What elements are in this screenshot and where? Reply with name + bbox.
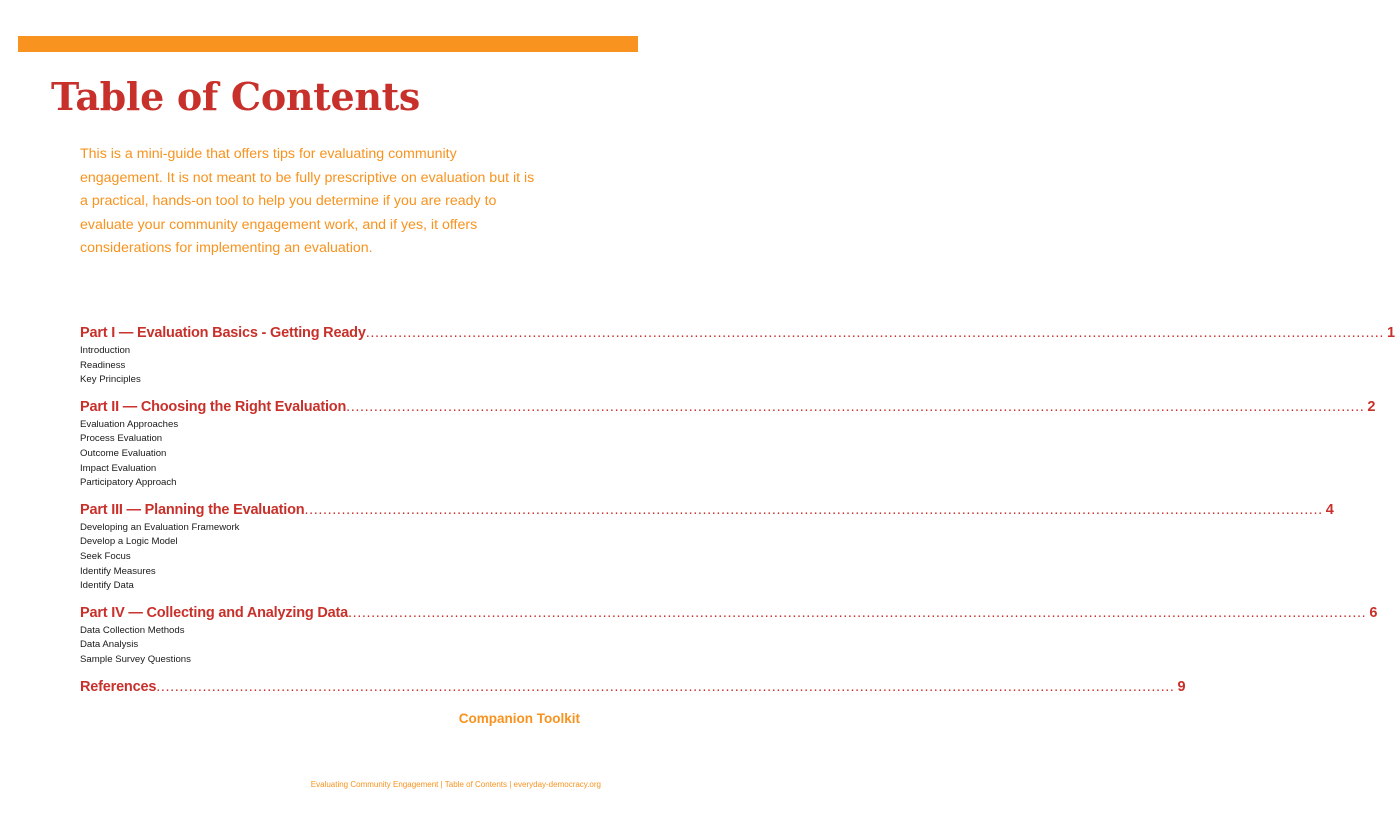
toc-section bbox=[80, 676, 1186, 698]
toc-leader-dots: ............................................................................................................................................................................................................................ bbox=[346, 398, 1365, 415]
toc-section bbox=[80, 602, 1378, 668]
toc-entry[interactable] bbox=[80, 602, 1378, 624]
toc-entry[interactable] bbox=[80, 676, 1186, 698]
toc-leader-dots: ............................................................................................................................................................................................................................ bbox=[156, 678, 1175, 695]
toc-page-number: 9 bbox=[1177, 678, 1186, 695]
toc-leader-dots: ............................................................................................................................................................................................................................ bbox=[348, 604, 1367, 621]
companion-toolkit-label: Companion Toolkit bbox=[458, 711, 580, 726]
toc-subitem: Impact Evaluation bbox=[80, 462, 157, 474]
toc-entry-title: Part II — Choosing the Right Evaluation bbox=[80, 398, 347, 415]
toc-entry-title: Part I — Evaluation Basics - Getting Ready bbox=[80, 325, 366, 341]
header-accent-bar bbox=[18, 36, 638, 52]
toc-subitem: Identify Measures bbox=[80, 565, 156, 577]
toc-leader-dots: ............................................................................................................................................................................................................................ bbox=[365, 325, 1385, 341]
toc-subitem: Data Analysis bbox=[80, 639, 139, 651]
toc-section bbox=[80, 499, 1334, 594]
toc-entry[interactable] bbox=[80, 499, 1334, 521]
toc-page-number: 1 bbox=[1387, 325, 1395, 341]
toc-subitem: Process Evaluation bbox=[80, 433, 163, 445]
toc-subitem: Outcome Evaluation bbox=[80, 447, 167, 459]
toc-section bbox=[80, 322, 1395, 388]
intro-paragraph: This is a mini-guide that offers tips for evaluating community engagement. It is not meant to be fully prescriptive on evaluation but it is a practical, hands-on tool to help you determine if you are ready to evaluate your community engagement work, and if yes, it offers considerations for implementing an evaluation. bbox=[80, 146, 535, 257]
table-of-contents bbox=[80, 322, 1395, 706]
toc-subitem: Participatory Approach bbox=[80, 477, 177, 489]
toc-entry-title: References bbox=[80, 678, 157, 695]
toc-subitem: Key Principles bbox=[80, 374, 141, 386]
toc-subitem: Sample Survey Questions bbox=[80, 653, 191, 665]
toc-subitem: Seek Focus bbox=[80, 550, 131, 562]
toc-page-number: 4 bbox=[1325, 501, 1334, 518]
toc-leader-dots: ............................................................................................................................................................................................................................ bbox=[304, 501, 1323, 518]
toc-subitem: Develop a Logic Model bbox=[80, 536, 178, 548]
page-title: Table of Contents bbox=[51, 74, 421, 119]
toc-subitem: Data Collection Methods bbox=[80, 624, 185, 636]
toc-page-number: 6 bbox=[1369, 604, 1378, 621]
toc-entry[interactable] bbox=[80, 396, 1376, 418]
toc-subitem: Developing an Evaluation Framework bbox=[80, 521, 240, 533]
page-footer: Evaluating Community Engagement | Table of Contents | everyday-democracy.org bbox=[310, 780, 601, 789]
toc-subitem: Identify Data bbox=[80, 580, 134, 592]
toc-entry-title: Part IV — Collecting and Analyzing Data bbox=[80, 604, 349, 621]
toc-subitem: Readiness bbox=[80, 359, 126, 371]
toc-section bbox=[80, 396, 1376, 491]
toc-subitem: Introduction bbox=[80, 345, 131, 356]
toc-page-number: 2 bbox=[1367, 398, 1376, 415]
toc-entry[interactable] bbox=[80, 322, 1395, 344]
toc-entry-title: Part III — Planning the Evaluation bbox=[80, 501, 305, 518]
toc-subitem: Evaluation Approaches bbox=[80, 418, 179, 430]
